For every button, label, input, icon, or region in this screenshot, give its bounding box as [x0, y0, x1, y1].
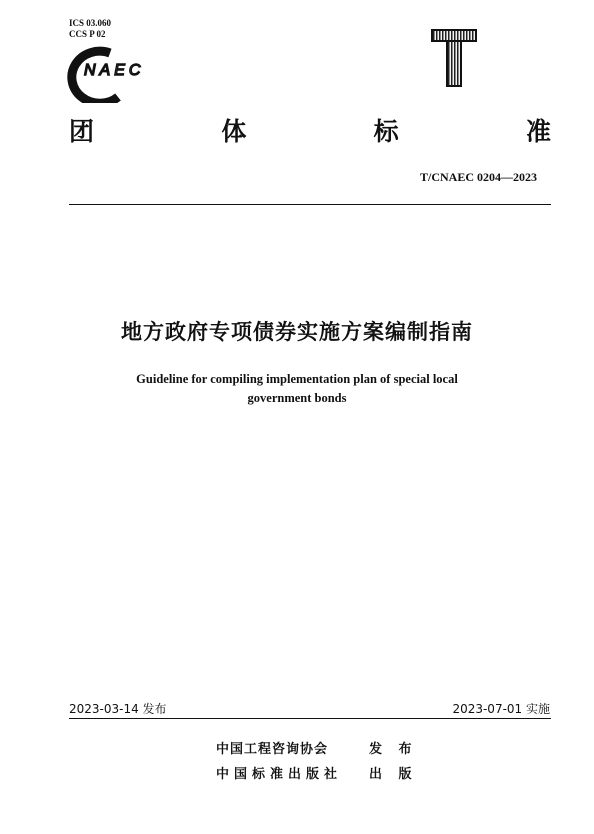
type-char: 团 [69, 117, 95, 146]
ccs-code: CCS P 02 [69, 29, 106, 39]
title-english-line: government bonds [247, 391, 347, 405]
title-chinese: 地方政府专项债券实施方案编制指南 [121, 320, 473, 344]
publishing-role: 出 版 [369, 767, 418, 782]
logo-text: NAEC [84, 62, 145, 79]
type-char: 体 [221, 117, 247, 146]
issuing-organization: 中国工程咨询协会 [216, 742, 329, 757]
standard-type-heading [69, 112, 551, 148]
top-divider [69, 204, 551, 205]
ics-code: ICS 03.060 [69, 18, 112, 28]
issue-date: 2023-03-14 发布 [69, 702, 167, 716]
title-english [97, 370, 497, 408]
classification-codes [69, 18, 111, 40]
standard-letter-mark [430, 28, 478, 88]
type-char: 准 [525, 117, 551, 146]
implementation-date: 2023-07-01 实施 [452, 702, 550, 716]
type-char: 标 [373, 117, 399, 146]
bottom-divider [69, 718, 551, 719]
document-number: T/CNAEC 0204—2023 [419, 170, 537, 184]
issuing-role: 发 布 [369, 742, 418, 757]
publishing-house: 中国标准出版社 [216, 767, 343, 782]
naec-logo [66, 45, 156, 103]
title-english-line: Guideline for compiling implementation plan of special local [136, 372, 458, 386]
